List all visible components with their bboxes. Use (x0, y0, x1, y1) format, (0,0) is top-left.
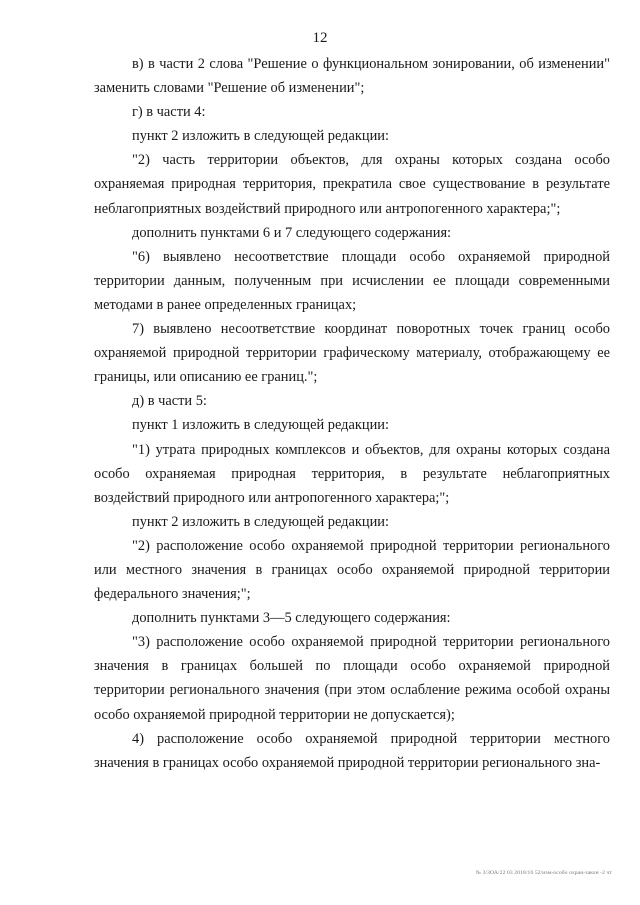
paragraph: "2) расположение особо охраняемой природной территории регионального или местного значения в границах особо охраняемой природной территории федерального значения;"; (94, 537, 610, 603)
paragraph: "6) выявлено несоответствие площади особо охраняемой природной территории данным, полученным при исчислении ее площади современными методами в ранее определенных границах; (94, 248, 610, 313)
paragraph: 4) расположение особо охраняемой природной территории местного значения в границах особо охраняемой природной территории регионального зна- (94, 730, 610, 771)
paragraph: "3) расположение особо охраняемой природной территории регионального значения в границах большей по площади особо охраняемой природной территории регионального значения (при этом ослабление режима особой охраны особо охраняемой природной территории не допускается); (94, 634, 610, 723)
paragraph: г) в части 4: (132, 104, 206, 121)
paragraph: "1) утрата природных комплексов и объектов, для охраны которых создана особо охраняемая природная территория, в результате неблагоприятных воздействий природного или антропогенного характера;"; (94, 441, 610, 506)
paragraph: пункт 1 изложить в следующей редакции: (132, 417, 389, 434)
paragraph: дополнить пунктами 3—5 следующего содержания: (132, 610, 451, 627)
paragraph: пункт 2 изложить в следующей редакции: (132, 513, 389, 530)
paragraph: пункт 2 изложить в следующей редакции: (132, 128, 389, 145)
paragraph: д) в части 5: (132, 393, 207, 410)
document-body (94, 52, 610, 775)
paragraph: 7) выявлено несоответствие координат поворотных точек границ особо охраняемой природной территории графическому материалу, отображающему ее границы, или описанию ее границ."; (94, 321, 610, 386)
paragraph: "2) часть территории объектов, для охраны которых создана особо охраняемая природная территория, прекратила свое существование в результате неблагоприятных воздействий природного или антропогенного характера;"; (94, 152, 610, 217)
page-number: 12 (312, 30, 328, 46)
document-footer-code: № 3/ЗОА/22 03 2018/10 52/изм-особо охран-закон -2 чт (475, 870, 612, 876)
paragraph: дополнить пунктами 6 и 7 следующего содержания: (132, 224, 452, 241)
paragraph: в) в части 2 слова "Решение о функциональном зонировании, об изменении" заменить словами "Решение об изменении"; (94, 56, 610, 97)
